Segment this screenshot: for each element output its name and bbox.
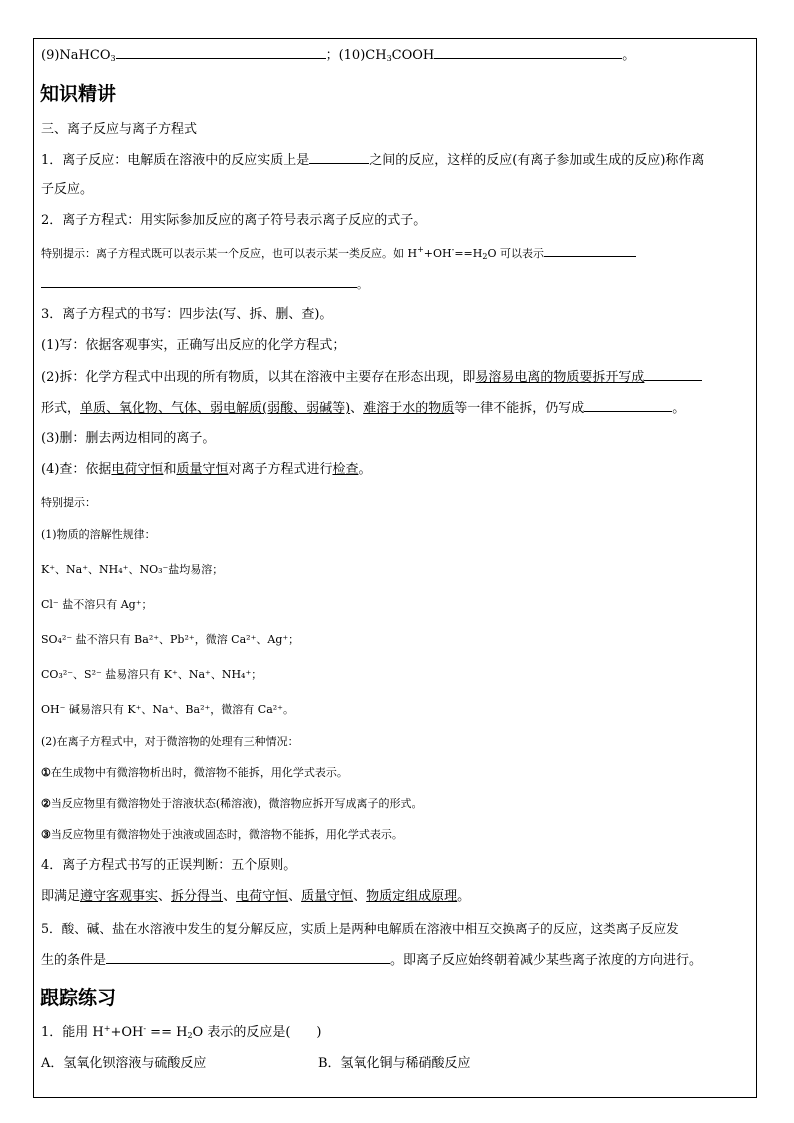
para-3: 3．离子方程式的书写：四步法(写、拆、删、查)。 [41,307,333,322]
micro-case-3: ③当反应物里有微溶物处于浊液或固态时，微溶物不能拆，用化学式表示。 [41,828,403,841]
para-1-cont: 子反应。 [41,182,94,197]
question-1: 1．能用 $H^++OH^- == H_2O$ 表示的反应是( ) [41,1024,322,1040]
solubility-title: (1)物质的溶解性规律： [41,528,156,541]
solubility-rule-3: SO₄²⁻ 盐不溶只有 Ba²⁺、Pb²⁺，微溶 Ca²⁺、Ag⁺； [41,633,300,646]
subsection-title: 三、离子反应与离子方程式 [41,122,198,137]
step-split-cont: 形式，单质、氧化物、气体、弱电解质(弱酸、弱碱等)、难溶于水的物质等一律不能拆，仍写成 。 [41,401,686,416]
solubility-rule-1: K⁺、Na⁺、NH₄⁺、NO₃⁻盐均易溶； [41,563,224,576]
step-check: (4)查：依据电荷守恒和质量守恒对离子方程式进行检查。 [41,462,372,477]
para-4: 4．离子方程式书写的正误判断：五个原则。 [41,858,297,873]
step-split: (2)拆：化学方程式中出现的所有物质，以其在溶液中主要存在形态出现，即易溶易电离的物质要拆开写成 [41,368,702,387]
tip-1-cont: 。 [41,275,368,294]
section-title-practice: 跟踪练习 [40,987,117,1009]
para-1: 1．离子反应：电解质在溶液中的反应实质上是 之间的反应，这样的反应(有离子参加或生成的反应)称作离 [41,153,705,168]
top-line: (9)NaHCO$_3$ ；$(10)CH_3COOH$ 。 [41,48,636,63]
option-a[interactable]: A．氢氧化钡溶液与硫酸反应 [41,1056,207,1071]
answer-blank-tip1a[interactable] [544,244,636,257]
solubility-rule-5: OH⁻ 碱易溶只有 K⁺、Na⁺、Ba²⁺，微溶有 Ca²⁺。 [41,703,294,716]
answer-blank-10[interactable] [434,46,622,59]
solubility-rule-2: Cl⁻ 盐不溶只有 Ag⁺； [41,598,153,611]
para-2: 2．离子方程式：用实际参加反应的离子符号表示离子反应的式子。 [41,213,427,228]
answer-blank-split-b[interactable] [584,399,672,412]
step-delete: (3)删：删去两边相同的离子。 [41,431,216,446]
section-title-knowledge: 知识精讲 [40,83,117,105]
tip-2-title: 特别提示： [41,496,96,509]
answer-blank-p5[interactable] [106,951,390,964]
micro-case-1: ①在生成物中有微溶物析出时，微溶物不能拆，用化学式表示。 [41,766,348,779]
answer-blank-split-a[interactable] [644,368,702,381]
micro-case-2: ②当反应物里有微溶物处于溶液状态(稀溶液)，微溶物应拆开写成离子的形式。 [41,797,423,810]
para-5-cont: 生的条件是 。即离子反应始终朝着减少某些离子浓度的方向进行。 [41,953,703,968]
solubility-rule-4: CO₃²⁻、S²⁻ 盐易溶只有 K⁺、Na⁺、NH₄⁺； [41,668,263,681]
answer-blank-p1[interactable] [309,151,369,164]
para-4-principles: 即满足遵守客观事实、拆分得当、电荷守恒、质量守恒、物质定组成原理。 [41,889,471,904]
tip-1: 特别提示：离子方程式既可以表示某一个反应，也可以表示某一类反应。如 $H^++OH^-==H_2O$ 可以表示 [41,244,636,263]
answer-blank-tip1b[interactable] [41,275,357,288]
para-5: 5．酸、碱、盐在水溶液中发生的复分解反应，实质上是两种电解质在溶液中相互交换离子的反应，这类离子反应发 [41,921,679,936]
step-write: (1)写：依据客观事实，正确写出反应的化学方程式； [41,338,346,353]
answer-blank-9[interactable] [116,46,326,59]
option-b[interactable]: B．氢氧化铜与稀硝酸反应 [318,1056,471,1071]
micro-title: (2)在离子方程式中，对于微溶物的处理有三种情况： [41,735,299,748]
